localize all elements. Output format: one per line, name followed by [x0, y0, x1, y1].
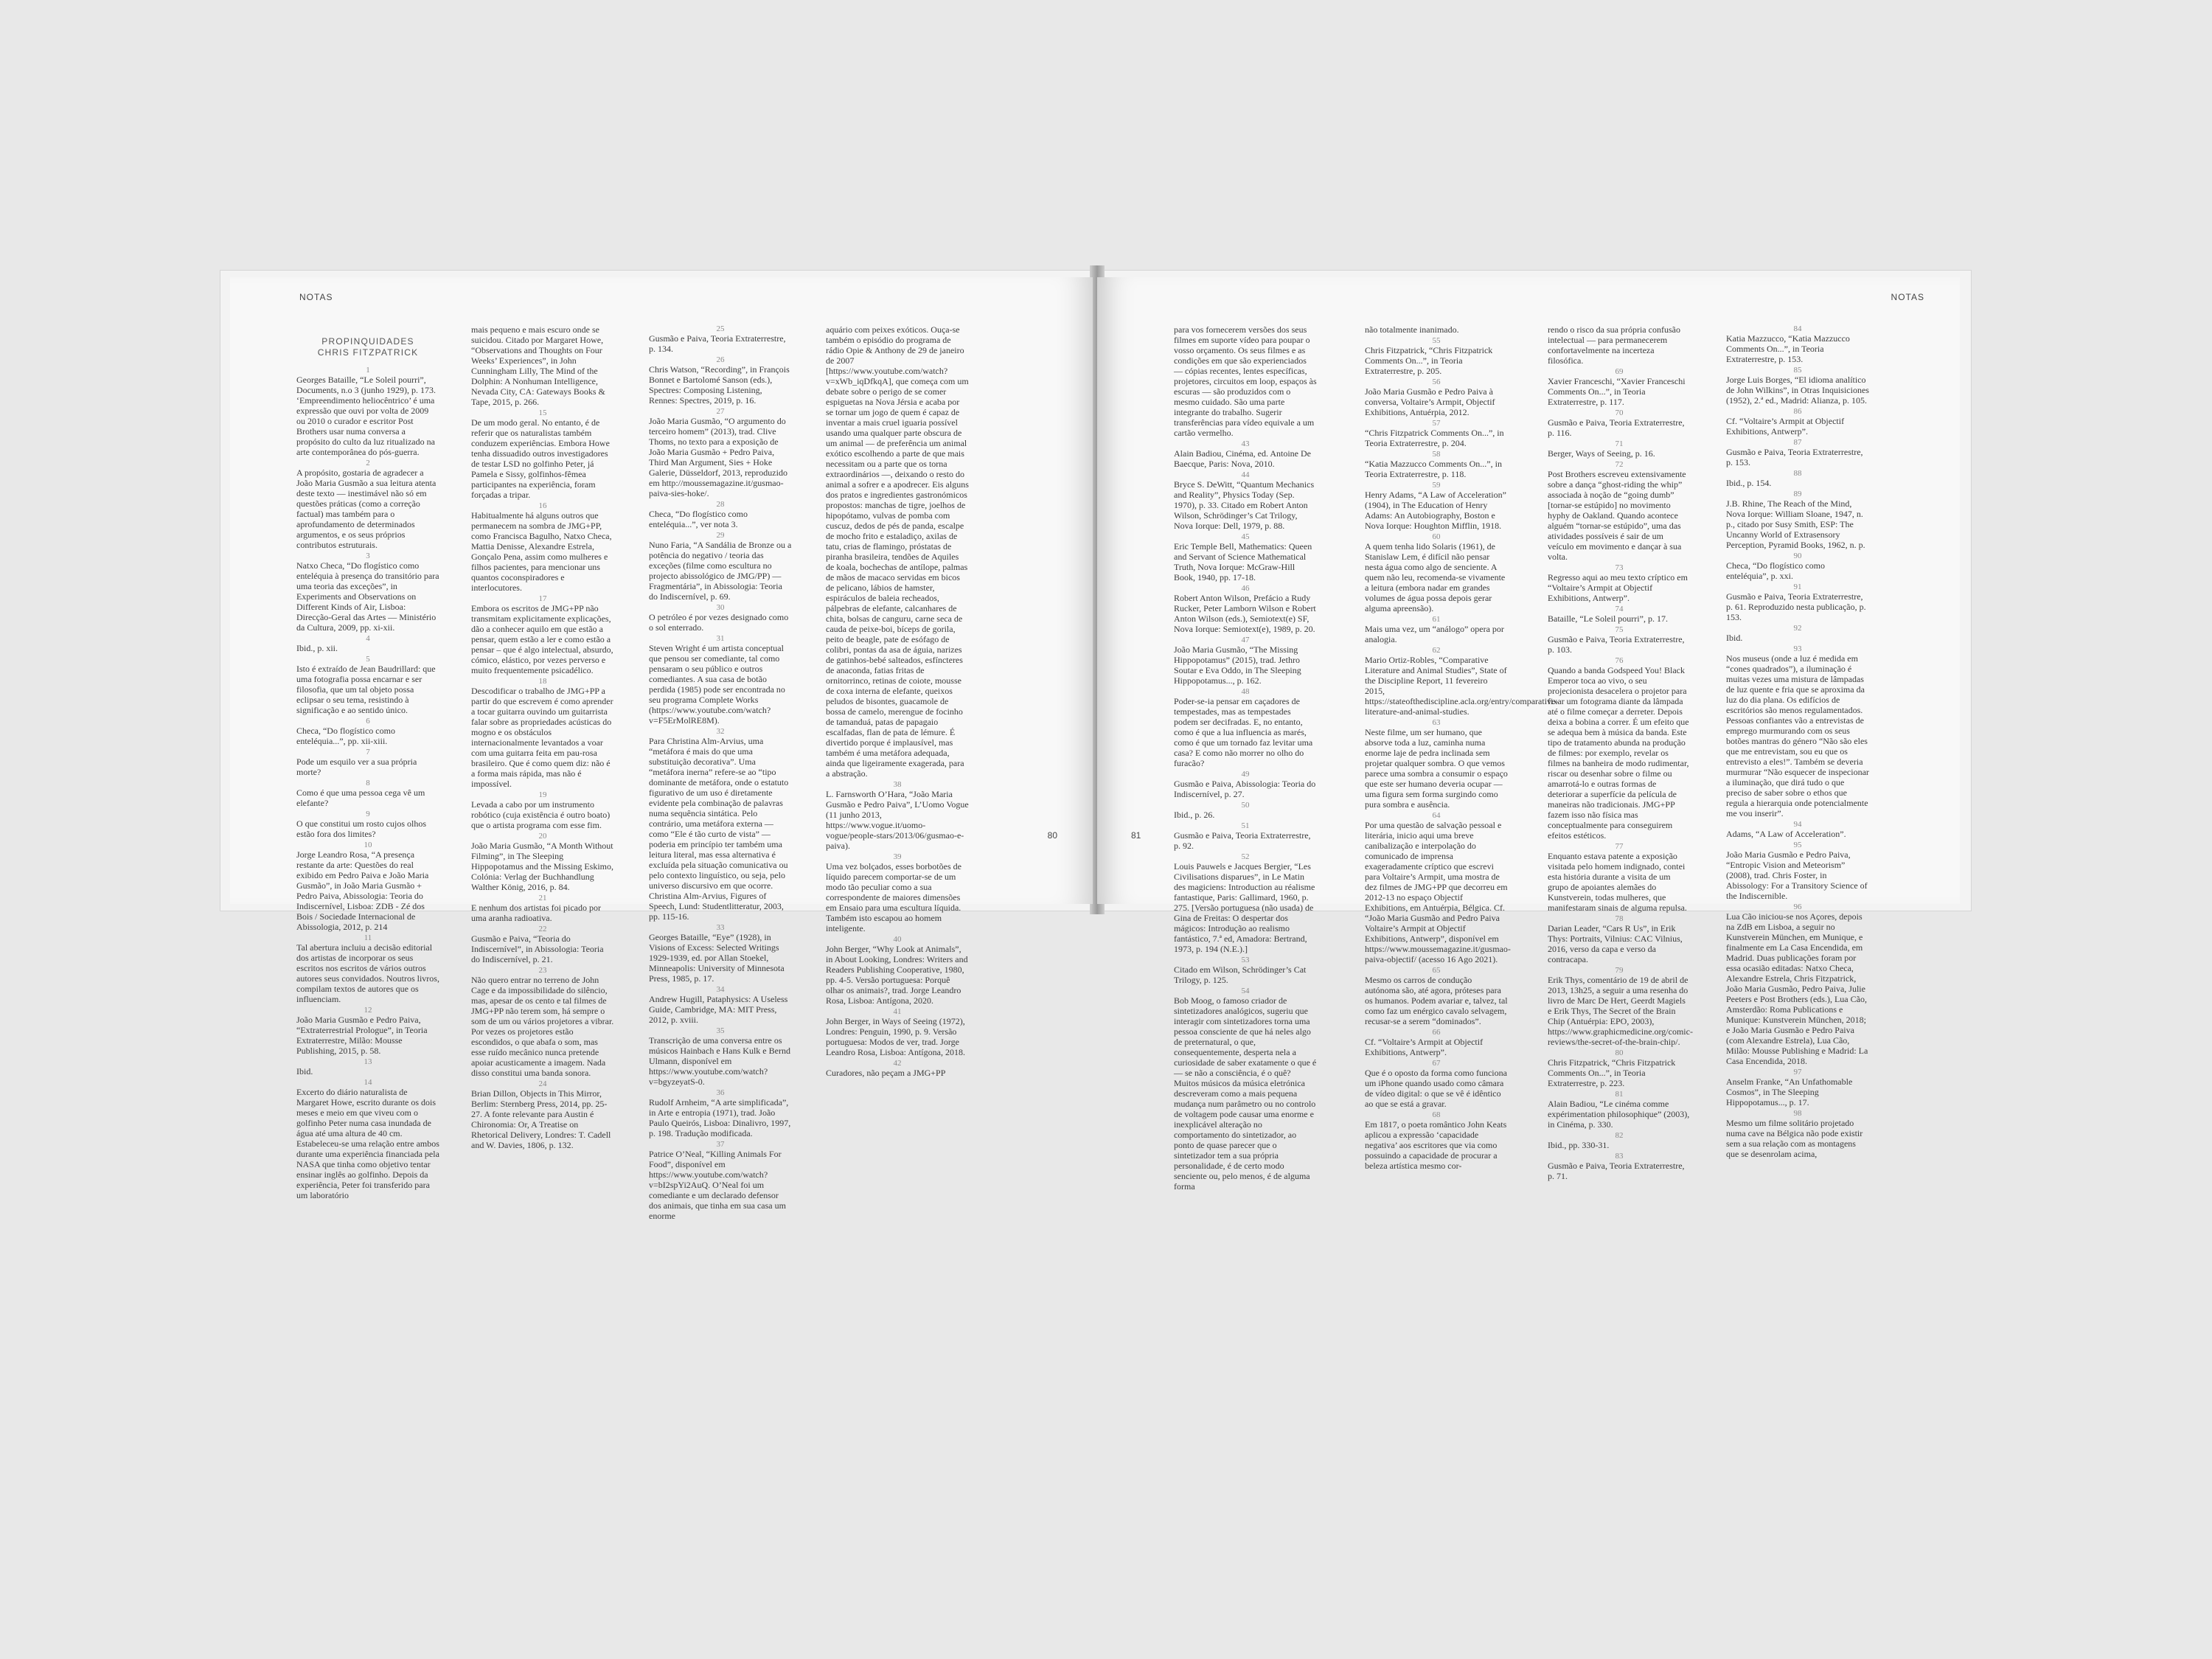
note-text: Steven Wright é um artista conceptual que pensou ser comediante, tal como pensaram o seu público e outros comediantes. A sua casa de botão perdida (1985) pode ser encontrada no seu programa Complete Works (https://www.youtube.com/watch?v=F5ErMolRE8M). — [649, 643, 785, 726]
note-number: 98 — [1793, 1109, 1802, 1118]
note-number: 69 — [1615, 367, 1624, 376]
note-number: 54 — [1241, 987, 1250, 995]
note-number: 36 — [716, 1088, 725, 1097]
note-text: Rudolf Arnheim, “A arte simplificada”, in Arte e entropia (1971), trad. João Paulo Queirós, Lisboa: Dinalivro, 1997, p. 198. Tradução modificada. — [649, 1097, 791, 1138]
note-number: 95 — [1793, 841, 1802, 849]
note-text: Adams, “A Law of Acceleration”. — [1726, 829, 1846, 839]
note-text: não totalmente inanimado. — [1365, 324, 1459, 335]
note-text: Quando a banda Godspeed You! Black Emperor toca ao vivo, o seu projecionista desacelera o projetor para fixar um fotograma diante da lâmpada até o filme começar a derreter. Depois deixa a bobina a correr. É um efeito que se adequa bem à música da banda. Este tipo de tratamento abunda na produção de filmes: por exemplo, revelar os filmes na banheira de modo rudimentar, riscar ou desenhar sobre o filme ou amarrotá-lo e outras formas de deteriorar a superfície da película de maneiras não tradicionais. JMG+PP fazem isso não física mas conceptualmente para conseguirem efeitos estéticos. — [1548, 665, 1689, 841]
note-text: Citado em Wilson, Schrödinger’s Cat Trilogy, p. 125. — [1174, 964, 1307, 985]
note-text: Gusmão e Paiva, “Teoria do Indiscernível”, in Abissologia: Teoria do Indiscernível, p. 21. — [471, 933, 604, 964]
note-number: 67 — [1432, 1059, 1441, 1068]
note-number: 82 — [1615, 1131, 1624, 1140]
note-number: 70 — [1615, 408, 1624, 417]
section-title-text: PROPINQUIDADES — [321, 336, 414, 347]
note-text: Andrew Hugill, Pataphysics: A Useless Guide, Cambridge, MA: MIT Press, 2012, p. xviii. — [649, 994, 788, 1025]
note-text: L. Farnsworth O’Hara, “João Maria Gusmão e Pedro Paiva”, L’Uomo Vogue (11 junho 2013, https://www.vogue.it/uomo-vogue/people-stars/2013/06/gusmao-e-paiva). — [826, 789, 969, 851]
note-text: Patrice O’Neal, “Killing Animals For Food”, disponível em https://www.youtube.com/watch?v=bI2spYi2AuQ. O’Neal foi um comediante e um declarado defensor dos animais, que tinha em sua casa um enorme — [649, 1149, 786, 1221]
note-text: Gusmão e Paiva, Teoria Extraterrestre, p. 61. Reproduzido nesta publicação, p. 153. — [1726, 591, 1866, 622]
notes-column-8 — [1726, 324, 1869, 1159]
note-number: 84 — [1793, 324, 1802, 333]
note-number: 4 — [366, 634, 370, 643]
note-number: 86 — [1793, 407, 1802, 416]
note-text: João Maria Gusmão, “A Month Without Filming”, in The Sleeping Hippopotamus and the Missing Eskimo, Colónia: Verlag der Buchhandlung Walther König, 2016, p. 84. — [471, 841, 613, 892]
note-number: 97 — [1793, 1068, 1802, 1077]
note-number: 44 — [1241, 470, 1250, 479]
note-text: Pode um esquilo ver a sua própria morte? — [296, 757, 417, 777]
note-number: 6 — [366, 717, 370, 726]
note-text: Gusmão e Paiva, Abissologia: Teoria do Indiscernível, p. 27. — [1174, 779, 1316, 799]
note-text: Descodificar o trabalho de JMG+PP a partir do que escrevem é como aprender a tocar guitarra ouvindo um guitarrista falar sobre as propriedades acústicas do mogno e os obstáculos internacionalmente levantados a voar com uma guitarra feita em pau-rosa brasileiro. Que é como quem diz: não é a forma mais rápida, mas não é impossível. — [471, 686, 613, 789]
note-text: Gusmão e Paiva, Teoria Extraterrestre, p. 92. — [1174, 830, 1311, 851]
note-number: 66 — [1432, 1028, 1441, 1037]
note-number: 79 — [1615, 966, 1624, 975]
note-text: Excerto do diário naturalista de Margaret Howe, escrito durante os dois meses e meio em que viveu com o golfinho Peter numa casa inundada de água até uma altura de 40 cm. Estabeleceu-se uma relação entre ambos durante uma experiência financiada pela NASA que tinha como objetivo tentar ensinar inglês ao golfinho. Depois da experiência, Peter foi transferido para um laboratório — [296, 1087, 439, 1200]
note-text: E nenhum dos artistas foi picado por uma aranha radioativa. — [471, 902, 601, 923]
notes-column-3 — [649, 324, 792, 1221]
note-text: J.B. Rhine, The Reach of the Mind, Nova Iorque: William Sloane, 1947, n. p., citado por Susy Smith, ESP: The Uncanny World of Extrasensory Perception, Pyramid Books, 1962, n. p. — [1726, 498, 1865, 550]
note-number: 68 — [1432, 1110, 1441, 1119]
note-text: O que constitui um rosto cujos olhos estão fora dos limites? — [296, 818, 426, 839]
note-text: Natxo Checa, “Do flogístico como enteléquia à presença do transitório para uma teoria das exceções”, in Experiments and Observations on Different Kinds of Air, Lisboa: Direcção-Geral das Artes — Ministério da Cultura, 2009, pp. xi-xii. — [296, 560, 439, 633]
note-number: 92 — [1793, 624, 1802, 633]
note-number: 75 — [1615, 625, 1624, 634]
note-number: 72 — [1615, 460, 1624, 469]
note-text: Darian Leader, “Cars R Us”, in Erik Thys: Portraits, Vilnius: CAC Vilnius, 2016, verso da capa e verso da contracapa. — [1548, 923, 1683, 964]
note-number: 53 — [1241, 956, 1250, 964]
note-text: Que é o oposto da forma como funciona um iPhone quando usado como câmara de vídeo digital: o que se vê é idêntico ao que se está a gravar. — [1365, 1068, 1507, 1109]
note-number: 18 — [538, 677, 547, 686]
note-text: A quem tenha lido Solaris (1961), de Stanislaw Lem, é difícil não pensar nesta água como algo de senciente. A quem não leu, recomenda-se vivamente a leitura (embora nadar em grandes volumes de água possa depois gerar alguma apreensão). — [1365, 541, 1506, 613]
running-header: NOTAS — [299, 292, 333, 302]
note-text: Gusmão e Paiva, Teoria Extraterrestre, p. 71. — [1548, 1161, 1685, 1181]
note-text: Jorge Leandro Rosa, “A presença restante da arte: Questões do real exibido em Pedro Paiva e João Maria Gusmão”, in João Maria Gusmão + Pedro Paiva, Abissologia: Teoria do Indiscernível, Lisboa: ZDB - Zé dos Bois / Sociedade Internacional de Abissologia, 2012, p. 214 — [296, 849, 429, 932]
note-number: 22 — [538, 925, 547, 933]
note-number: 16 — [538, 501, 547, 510]
note-number: 15 — [538, 408, 547, 417]
note-number: 63 — [1432, 718, 1441, 727]
note-number: 43 — [1241, 439, 1250, 448]
note-number: 12 — [364, 1006, 372, 1015]
note-text: Lua Cão iniciou-se nos Açores, depois na ZdB em Lisboa, a seguir no Kunstverein München, em Munique, e finalmente em La Casa Encendida, em Madrid. Duas publicações foram por essa ocasião editadas: Natxo Checa, Alexandre Estrela, Chris Fitzpatrick, João Maria Gusmão, Pedro Paiva, Julie Peeters e Post Brothers (eds.), Lua Cão, Amsterdão: Roma Publications e Munique: Kunstverein München, 2018; e João Maria Gusmão e Pedro Paiva (com Alexandre Estrela), Lua Cão, Milão: Mousse Publishing e Madrid: La Casa Encendida, 2018. — [1726, 911, 1868, 1066]
note-number: 28 — [716, 500, 725, 509]
note-text: João Maria Gusmão, “O argumento do terceiro homem” (2013), trad. Clive Thoms, no texto para a exposição de João Maria Gusmão + Pedro Paiva, Third Man Argument, Sies + Hoke Galerie, Düsseldorf, 2013, reproduzido em http://moussemagazine.it/gusmao-paiva-sies-hoke/. — [649, 416, 787, 498]
note-number: 30 — [716, 603, 725, 612]
note-text: Erik Thys, comentário de 19 de abril de 2013, 13h25, a seguir a uma resenha do livro de Marc De Hert, Geerdt Magiels e Erik Thys, The Secret of the Brain Chip (Antuérpia: EPO, 2003), https://www.graphicmedicine.org/comic-reviews/the-secret-of-the-brain-chip/. — [1548, 975, 1693, 1047]
section-title — [296, 336, 439, 358]
note-number: 65 — [1432, 966, 1441, 975]
page-number: 80 — [1047, 830, 1057, 841]
note-text: Berger, Ways of Seeing, p. 16. — [1548, 448, 1655, 459]
note-text: Cf. “Voltaire’s Armpit at Objectif Exhibitions, Antwerp”. — [1365, 1037, 1484, 1057]
note-text: João Maria Gusmão e Pedro Paiva à conversa, Voltaire’s Armpit, Objectif Exhibitions, Antuérpia, 2012. — [1365, 386, 1495, 417]
note-number: 87 — [1793, 438, 1802, 447]
note-text: Henry Adams, “A Law of Acceleration” (1904), in The Education of Henry Adams: An Autobiography, Boston e Nova Iorque: Houghton Mifflin, 1918. — [1365, 490, 1506, 531]
note-text: Ibid., p. 154. — [1726, 478, 1772, 488]
note-number: 76 — [1615, 656, 1624, 665]
notes-column-6 — [1365, 324, 1559, 1171]
note-number: 7 — [366, 748, 370, 757]
note-text: rendo o risco da sua própria confusão intelectual — para permanecerem confortavelmente na incerteza filosófica. — [1548, 324, 1680, 366]
section-author: CHRIS FITZPATRICK — [317, 347, 419, 358]
note-number: 94 — [1793, 820, 1802, 829]
note-text: Checa, “Do flogístico como enteléquia...”, pp. xii-xiii. — [296, 726, 395, 746]
note-text: João Maria Gusmão e Pedro Paiva, “Extraterrestrial Prologue”, in Teoria Extraterrestre, Milão: Mousse Publishing, 2015, p. 58. — [296, 1015, 428, 1056]
note-number: 3 — [366, 552, 370, 560]
note-text: Poder-se-ia pensar em caçadores de tempestades, mas as tempestades podem ser decifradas. E, no entanto, como é que a lua influencia as marés, como é que um tornado faz levitar uma casa? E como não morrer no olho do furacão? — [1174, 696, 1313, 768]
note-text: Mesmo os carros de condução autónoma são, até agora, próteses para os humanos. Podem avariar e, talvez, tal como faz um enérgico cavalo selvagem, recusar-se a serem “dominados”. — [1365, 975, 1508, 1026]
note-text: Gusmão e Paiva, Teoria Extraterrestre, p. 116. — [1548, 417, 1685, 438]
note-text: Louis Pauwels e Jacques Bergier, “Les Civilisations disparues”, in Le Matin des magiciens: Introduction au réalisme fantastique, Paris: Gallimard, 1960, p. 275. [Versão portuguesa (não usada) de Gina de Freitas: O despertar dos mágicos: Introdução ao realismo fantástico, 7.ª ed, Amadora: Bertrand, 1973, p. 194 (N.E.).] — [1174, 861, 1315, 954]
notes-column-5 — [1174, 324, 1317, 1192]
note-text: Não quero entrar no terreno de John Cage e da impossibilidade do silêncio, mas, apesar de os cento e tal filmes de JMG+PP não terem som, há sempre o som de um ou vários projetores a vibrar. Por vezes os projetores estão escondidos, o que abafa o som, mas esse ruído mecânico nunca pretende apoiar acusticamente a imagem. Nada disso constitui uma banda sonora. — [471, 975, 614, 1078]
note-number: 64 — [1432, 811, 1441, 820]
note-text: Regresso aqui ao meu texto críptico em “Voltaire’s Armpit at Objectif Exhibitions, Antwerp”. — [1548, 572, 1688, 603]
note-text: “Katia Mazzucco Comments On...”, in Teoria Extraterrestre, p. 118. — [1365, 459, 1502, 479]
note-text: Georges Bataille, “Eye” (1928), in Visions of Excess: Selected Writings 1929-1939, ed. por Allan Stoekel, Minneapolis: University of Minnesota Press, 1985, p. 17. — [649, 932, 785, 984]
note-text: Tal abertura incluiu a decisão editorial dos artistas de incorporar os seus escritos nos escritos de vários outros autores seus convidados. Noutros livros, compilam textos de autores que os influenciam. — [296, 942, 439, 1004]
note-number: 81 — [1615, 1090, 1624, 1099]
note-text: Anselm Franke, “An Unfathomable Cosmos”, in The Sleeping Hippopotamus..., p. 17. — [1726, 1077, 1853, 1107]
note-text: Ibid., p. xii. — [296, 643, 338, 653]
note-number: 93 — [1793, 644, 1802, 653]
note-number: 19 — [538, 790, 547, 799]
note-text: Eric Temple Bell, Mathematics: Queen and Servant of Science Mathematical Truth, Nova Iorque: McGraw-Hill Book, 1940, pp. 17-18. — [1174, 541, 1312, 582]
note-text: Jorge Luis Borges, “El idioma analítico de John Wilkins”, in Otras Inquisiciones (1952), 2.ª ed., Madrid: Alianza, p. 105. — [1726, 375, 1869, 406]
right-page — [1097, 277, 1960, 1192]
notes-column-4 — [826, 324, 969, 1078]
note-text: Habitualmente há alguns outros que permanecem na sombra de JMG+PP, como Francisca Bagulho, Natxo Checa, Mattia Denisse, Alexandre Estrela, Gonçalo Pena, assim como mulheres e filhos pacientes, para mencionar uns quantos coconspiradores e interlocutores. — [471, 510, 612, 593]
note-number: 50 — [1241, 801, 1250, 810]
note-text: “Chris Fitzpatrick Comments On...”, in Teoria Extraterrestre, p. 204. — [1365, 428, 1504, 448]
note-number: 47 — [1241, 636, 1250, 644]
note-number: 45 — [1241, 532, 1250, 541]
note-number: 40 — [893, 935, 902, 944]
note-number: 11 — [364, 933, 372, 942]
note-number: 20 — [538, 832, 547, 841]
note-number: 29 — [716, 531, 725, 540]
note-number: 25 — [716, 324, 725, 333]
note-number: 62 — [1432, 646, 1441, 655]
note-text: mais pequeno e mais escuro onde se suicidou. Citado por Margaret Howe, “Observations and Thoughts on Four Weeks’ Experiences”, in John Cunningham Lilly, The Mind of the Dolphin: A Nonhuman Intelligence, Nevada City, CA: Gateways Books & Tape, 2015, p. 266. — [471, 324, 605, 407]
note-text: Georges Bataille, “Le Soleil pourri”, Documents, n.o 3 (junho 1929), p. 173. ‘Empreendimento heliocêntrico’ é uma expressão que ouvi por volta de 2009 ou 2010 o curador e escritor Post Brothers usar numa conversa a propósito do culto da luz ritualizado na arte contemporânea do pós-guerra. — [296, 375, 436, 457]
note-number: 89 — [1793, 490, 1802, 498]
left-page — [230, 277, 1093, 1221]
note-text: Katia Mazzucco, “Katia Mazzucco Comments On...”, in Teoria Extraterrestre, p. 153. — [1726, 333, 1850, 364]
note-number: 38 — [893, 780, 902, 789]
notes-column-2 — [471, 324, 614, 1150]
note-number: 59 — [1432, 481, 1441, 490]
note-number: 74 — [1615, 605, 1624, 613]
note-text: Alain Badiou, “Le cinéma comme expérimentation philosophique” (2003), in Cinéma, p. 330. — [1548, 1099, 1690, 1130]
note-text: Gusmão e Paiva, Teoria Extraterrestre, p. 103. — [1548, 634, 1685, 655]
note-number: 83 — [1615, 1152, 1624, 1161]
note-number: 27 — [716, 407, 725, 416]
notes-column-1 — [296, 324, 439, 1200]
note-text: Chris Fitzpatrick, “Chris Fitzpatrick Comments On...”, in Teoria Extraterrestre, p. 205. — [1365, 345, 1493, 376]
note-text: Ibid. — [1726, 633, 1743, 643]
note-number: 78 — [1615, 914, 1624, 923]
note-text: Mais uma vez, um “análogo” opera por analogia. — [1365, 624, 1504, 644]
note-number: 52 — [1241, 852, 1250, 861]
note-number: 23 — [538, 966, 547, 975]
note-text: Robert Anton Wilson, Prefácio a Rudy Rucker, Peter Lamborn Wilson e Robert Anton Wilson (eds.), Semiotext(e) SF, Nova Iorque: Semiotext(e), 1989, p. 20. — [1174, 593, 1316, 634]
note-number: 33 — [716, 923, 725, 932]
note-text: Transcrição de uma conversa entre os músicos Hainbach e Hans Kulk e Bernd Ulmann, disponível em https://www.youtube.com/watch?v=bgyzeyatS-0. — [649, 1035, 790, 1087]
note-text: De um modo geral. No entanto, é de referir que os naturalistas também conduzem experiências. Embora Howe tenha dissuadido outros investigadores de testar LSD no golfinho Peter, já Pamela e Sissy, golfinhos-fêmea participantes na experiência, foram forçadas a tripar. — [471, 417, 610, 500]
note-text: Por uma questão de salvação pessoal e literária, inicio aqui uma breve canibalização e interpolação do comunicado de imprensa exageradamente críptico que escrevi para Voltaire’s Armpit, uma mostra de dez filmes de JMG+PP que decorreu em 2012-13 no espaço Objectif Exhibitions, em Antuérpia, Bélgica. Cf. “João Maria Gusmão and Pedro Paiva Voltaire’s Armpit at Objectif Exhibitions, Antwerp”, disponível em https://www.moussemagazine.it/gusmao-paiva-objectif/ (acesso 16 Ago 2021). — [1365, 820, 1511, 964]
note-text: Enquanto estava patente a exposição visitada pelo homem indignado, contei esta história durante a visita de um grupo de apoiantes alemães do Kunstverein, todas mulheres, que manifestaram sinais de alguma repulsa. — [1548, 851, 1687, 913]
note-number: 57 — [1432, 419, 1441, 428]
note-number: 96 — [1793, 902, 1802, 911]
note-number: 51 — [1241, 821, 1250, 830]
note-number: 2 — [366, 459, 370, 467]
note-number: 31 — [716, 634, 725, 643]
note-number: 88 — [1793, 469, 1802, 478]
note-text: para vos fornecerem versões dos seus filmes em suporte vídeo para poupar o vosso orçamento. Os seus filmes e as condições em que são experienciados — cópias recentes, lentes específicas, projetores, circuitos em loop, espaços às escuras — são produzidos com o mesmo cuidado. São uma parte integrante do trabalho. Sugerir transferências para vídeo equivale a um cartão vermelho. — [1174, 324, 1317, 438]
note-number: 9 — [366, 810, 370, 818]
note-text: Checa, “Do flogístico como enteléquia”, p. xxi. — [1726, 560, 1825, 581]
note-number: 42 — [893, 1059, 902, 1068]
note-number: 10 — [364, 841, 372, 849]
note-number: 24 — [538, 1079, 547, 1088]
note-number: 71 — [1615, 439, 1624, 448]
note-number: 90 — [1793, 552, 1802, 560]
note-text: A propósito, gostaria de agradecer a João Maria Gusmão a sua leitura atenta deste texto — inestimável não só em questões práticas (como a correção factual) mas também para o aprofundamento de determinados argumentos, e os seus próprios contributos estruturais. — [296, 467, 437, 550]
note-text: Chris Fitzpatrick, “Chris Fitzpatrick Comments On...”, in Teoria Extraterrestre, p. 223. — [1548, 1057, 1676, 1088]
note-text: Post Brothers escreveu extensivamente sobre a dança “ghost-riding the whip” associada à noção de “going dumb” [tornar-se estúpido] no movimento hyphy de Oakland. Quando acontece alguém “tornar-se estúpido”, uma das atividades possíveis é sair de um veículo em movimento e dançar à sua volta. — [1548, 469, 1686, 562]
note-text: Checa, “Do flogístico como enteléquia...”, ver nota 3. — [649, 509, 748, 529]
note-text: Em 1817, o poeta romântico John Keats aplicou a expressão ‘capacidade negativa’ aos escritores que via como possuindo a capacidade de procurar a beleza artística mesmo cor- — [1365, 1119, 1507, 1171]
note-number: 61 — [1432, 615, 1441, 624]
note-text: John Berger, in Ways of Seeing (1972), Londres: Penguin, 1990, p. 9. Versão portuguesa: Modos de ver, trad. Jorge Leandro Rosa, Lisboa: Antígona, 2018. — [826, 1016, 965, 1057]
note-number: 58 — [1432, 450, 1441, 459]
note-text: João Maria Gusmão e Pedro Paiva, “Entropic Vision and Meteorism” (2008), trad. Chris Foster, in Abissology: For a Transitory Science of the Indiscernible. — [1726, 849, 1868, 901]
note-text: Gusmão e Paiva, Teoria Extraterrestre, p. 134. — [649, 333, 786, 354]
note-number: 56 — [1432, 378, 1441, 386]
note-text: Cf. “Voltaire’s Armpit at Objectif Exhibitions, Antwerp”. — [1726, 416, 1845, 437]
note-text: Bob Moog, o famoso criador de sintetizadores analógicos, sugeriu que interagir com sintetizadores torna uma pessoa consciente de que há neles algo de preternatural, o que, consequentemente, desperta nela a curiosidade de saber exatamente o que é — se não a consciência, é o quê? Muitos músicos da música eletrónica descreveram como a mais pequena mudança num parâmetro ou no controlo de voltagem pode causar uma enorme e inexplicável alteração no comportamento do sintetizador, ao ponto de quase parecer que o sintetizador tem a sua própria personalidade, é de certo modo senciente ou, pelo menos, é de alguma forma — [1174, 995, 1317, 1192]
note-text: Ibid., pp. 330-31. — [1548, 1140, 1610, 1150]
note-text: Neste filme, um ser humano, que absorve toda a luz, caminha numa enorme laje de pedra inclinada sem projetar qualquer sombra. O que vemos parece uma sombra a consumir o espaço que este ser humano deveria ocupar — uma figura sem forma surgindo como pura sombra e ausência. — [1365, 727, 1508, 810]
note-number: 8 — [366, 779, 370, 787]
note-text: Brian Dillon, Objects in This Mirror, Berlim: Sternberg Press, 2014, pp. 25-27. A fonte relevante para Austin é Chironomia: Or, A Treatise on Rhetorical Delivery, Londres: T. Cadell and W. Davies, 1806, p. 132. — [471, 1088, 611, 1150]
note-number: 41 — [893, 1007, 902, 1016]
note-text: Curadores, não peçam a JMG+PP — [826, 1068, 946, 1078]
note-number: 13 — [364, 1057, 372, 1066]
note-number: 73 — [1615, 563, 1624, 572]
note-text: Uma vez bolçados, esses borbotões de líquido parecem comportar-se de um modo tão peculiar como a sua correspondente de maiores dimensões em Ensaio para uma escultura líquida. Também isto escapou ao homem inteligente. — [826, 861, 961, 933]
note-text: João Maria Gusmão, “The Missing Hippopotamus” (2015), trad. Jethro Soutar e Eva Oddo, in The Sleeping Hippopotamus..., p. 162. — [1174, 644, 1301, 686]
note-number: 85 — [1793, 366, 1802, 375]
note-text: Levada a cabo por um instrumento robótico (cuja existência é outro boato) que o artista programa com esse fim. — [471, 799, 611, 830]
note-text: Mario Ortiz-Robles, “Comparative Literature and Animal Studies”, State of the Discipline Report, 11 fevereiro 2015, https://stateofthediscipline.acla.org/entry/comparative-literature-and-animal-studies. — [1365, 655, 1559, 717]
note-number: 26 — [716, 355, 725, 364]
note-text: Bataille, “Le Soleil pourri”, p. 17. — [1548, 613, 1668, 624]
running-header: NOTAS — [1891, 292, 1924, 302]
note-text: aquário com peixes exóticos. Ouça-se também o episódio do programa de rádio Opie & Anthony de 29 de janeiro de 2007 [https://www.youtube.com/watch?v=xWb_iqDfkqA], que começa com um debate sobre o perigo de se comer espiguetas na Nova Jérsia e acaba por se tornar um jogo de quem é capaz de inventar a mais cruel iguaria possível usando uma qualquer parte obscura de um animal — de preferência um animal exótico escolhendo a parte de que mais necessitam ou a parte que os torna extraordinários —, deixando o resto do animal a sofrer e a apodrecer. Eis alguns dos pratos e ingredientes gastronómicos propostos: manchas de tigre, joelhos de hipopótamo, vulvas de pomba com cuscuz, dedos de pés de panda, escalpe de mocho frito e estaladiço, axilas de tatu, crias de flamingo, próstatas de piranha brasileira, tendões de Aquiles de koala, bochechas de antílope, palmas de mãos de macaco servidas em bicos de pelicano, lábios de hamster, espiráculos de baleia recheados, pálpebras de elefante, calcanhares de chita, bolsas de canguru, carne seca de cauda de peixe-boi, bíceps de gorila, peito de beagle, pate de esófago de colibri, pontas da asa de águia, narizes de gatinhos-bebé salteados, esfíncteres de anaconda, fatias fritas de ornitorrinco, retinas de coiote, mousse de coxa interna de elefante, queixos peludos de bisontes, guacamole de bossa de camelo, merengue de focinho de tamanduá, patas de papagaio escalfadas, flan de pata de lémure. É divertido porque é implausível, mas também é uma metáfora adequada, ainda que ligeiramente exagerada, para a abstração. — [826, 324, 969, 779]
note-text: Para Christina Alm-Arvius, uma “metáfora é mais do que uma substituição decorativa”. Uma “metáfora inerna” refere-se ao “tipo dominante de metáfora, onde o estatuto figurativo de um uso é diretamente evidente pela combinação de palavras numa sequência sintática. Pelo contrário, uma metáfora externa — como “Ele é tão curto de vista” — poderia em princípio ter também uma leitura literal, mas essa alternativa é excluída pela situação comunicativa ou pelo contexto linguístico, ou seja, pelo universo discursivo em que ocorre. Christina Alm-Arvius, Figures of Speech, Lund: Studentlitteratur, 2003, pp. 115-16. — [649, 736, 789, 922]
note-number: 37 — [716, 1140, 725, 1149]
note-text: Mesmo um filme solitário projetado numa cave na Bélgica não pode existir sem a sua relação com as montagens que se desenrolam acima, — [1726, 1118, 1863, 1159]
note-text: Ibid. — [296, 1066, 313, 1077]
note-number: 39 — [893, 852, 902, 861]
note-number: 35 — [716, 1026, 725, 1035]
note-text: Embora os escritos de JMG+PP não transmitam explicitamente explicações, dão a conhecer aquilo em que estão a pensar, quem estão a ler e como estão a pensar – que é algo intelectual, absurdo, cómico, elástico, por vezes perverso e muito frequentemente psicadélico. — [471, 603, 613, 675]
note-text: Nuno Faria, “A Sandália de Bronze ou a potência do negativo / teoria das exceções (filme como escultura no projecto abissológico de JMG/PP) — Fragmentária”, in Abissologia: Teoria do Indiscernível, p. 69. — [649, 540, 792, 602]
note-text: Xavier Franceschi, “Xavier Franceschi Comments On...”, in Teoria Extraterrestre, p. 117. — [1548, 376, 1686, 407]
note-number: 60 — [1432, 532, 1441, 541]
note-text: Chris Watson, “Recording”, in François Bonnet e Bartolomé Sanson (eds.), Spectres: Composing Listening, Rennes: Spectres, 2019, p. 16. — [649, 364, 790, 406]
note-text: Bryce S. DeWitt, “Quantum Mechanics and Reality”, Physics Today (Sep. 1970), p. 33. Citado em Robert Anton Wilson, Schrödinger’s Cat Trilogy, Nova Iorque: Dell, 1979, p. 88. — [1174, 479, 1315, 531]
note-text: Isto é extraído de Jean Baudrillard: que uma fotografia possa encarnar e ser filosofia, que um tal objeto possa eclipsar o seu tema, resistindo à significação e ao sentido único. — [296, 664, 436, 715]
note-text: Como é que uma pessoa cega vê um elefante? — [296, 787, 425, 808]
note-number: 46 — [1241, 584, 1250, 593]
note-number: 21 — [538, 894, 547, 902]
note-number: 55 — [1432, 336, 1441, 345]
note-text: O petróleo é por vezes designado como o sol enterrado. — [649, 612, 789, 633]
note-number: 5 — [366, 655, 370, 664]
page-number: 81 — [1131, 830, 1141, 841]
note-text: John Berger, “Why Look at Animals”, in About Looking, Londres: Writers and Readers Publishing Cooperative, 1980, pp. 4-5. Versão portuguesa: Porquê olhar os animais?, trad. Jorge Leandro Rosa, Lisboa: Antígona, 2020. — [826, 944, 968, 1006]
note-text: Nos museus (onde a luz é medida em “cones quadrados”), a iluminação é muitas vezes uma mistura de lâmpadas de luz quente e fria que se aproxima da luz do dia plana. Os edifícios de escritórios são menos regulamentados. Pessoas confiantes vão a entrevistas de emprego murmurando com os seus botões mantras do género “Não são eles que me entrevistam, sou eu que os entrevisto a eles!”. Também se deveria murmurar “Não esquecer de inspecionar a iluminação, que dirá tudo o que preciso de saber sobre o ethos que regula a hierarquia onde potencialmente me vou inserir”. — [1726, 653, 1869, 818]
note-number: 80 — [1615, 1048, 1624, 1057]
note-number: 91 — [1793, 582, 1802, 591]
note-number: 49 — [1241, 770, 1250, 779]
note-text: Alain Badiou, Cinéma, ed. Antoine De Baecque, Paris: Nova, 2010. — [1174, 448, 1311, 469]
note-number: 14 — [364, 1078, 372, 1087]
notes-column-7 — [1548, 324, 1693, 1181]
note-number: 32 — [716, 727, 725, 736]
note-text: Gusmão e Paiva, Teoria Extraterrestre, p. 153. — [1726, 447, 1863, 467]
note-text: Ibid., p. 26. — [1174, 810, 1215, 820]
note-number: 77 — [1615, 842, 1624, 851]
note-number: 1 — [366, 366, 370, 375]
note-number: 48 — [1241, 687, 1250, 696]
note-number: 17 — [538, 594, 547, 603]
note-number: 34 — [716, 985, 725, 994]
